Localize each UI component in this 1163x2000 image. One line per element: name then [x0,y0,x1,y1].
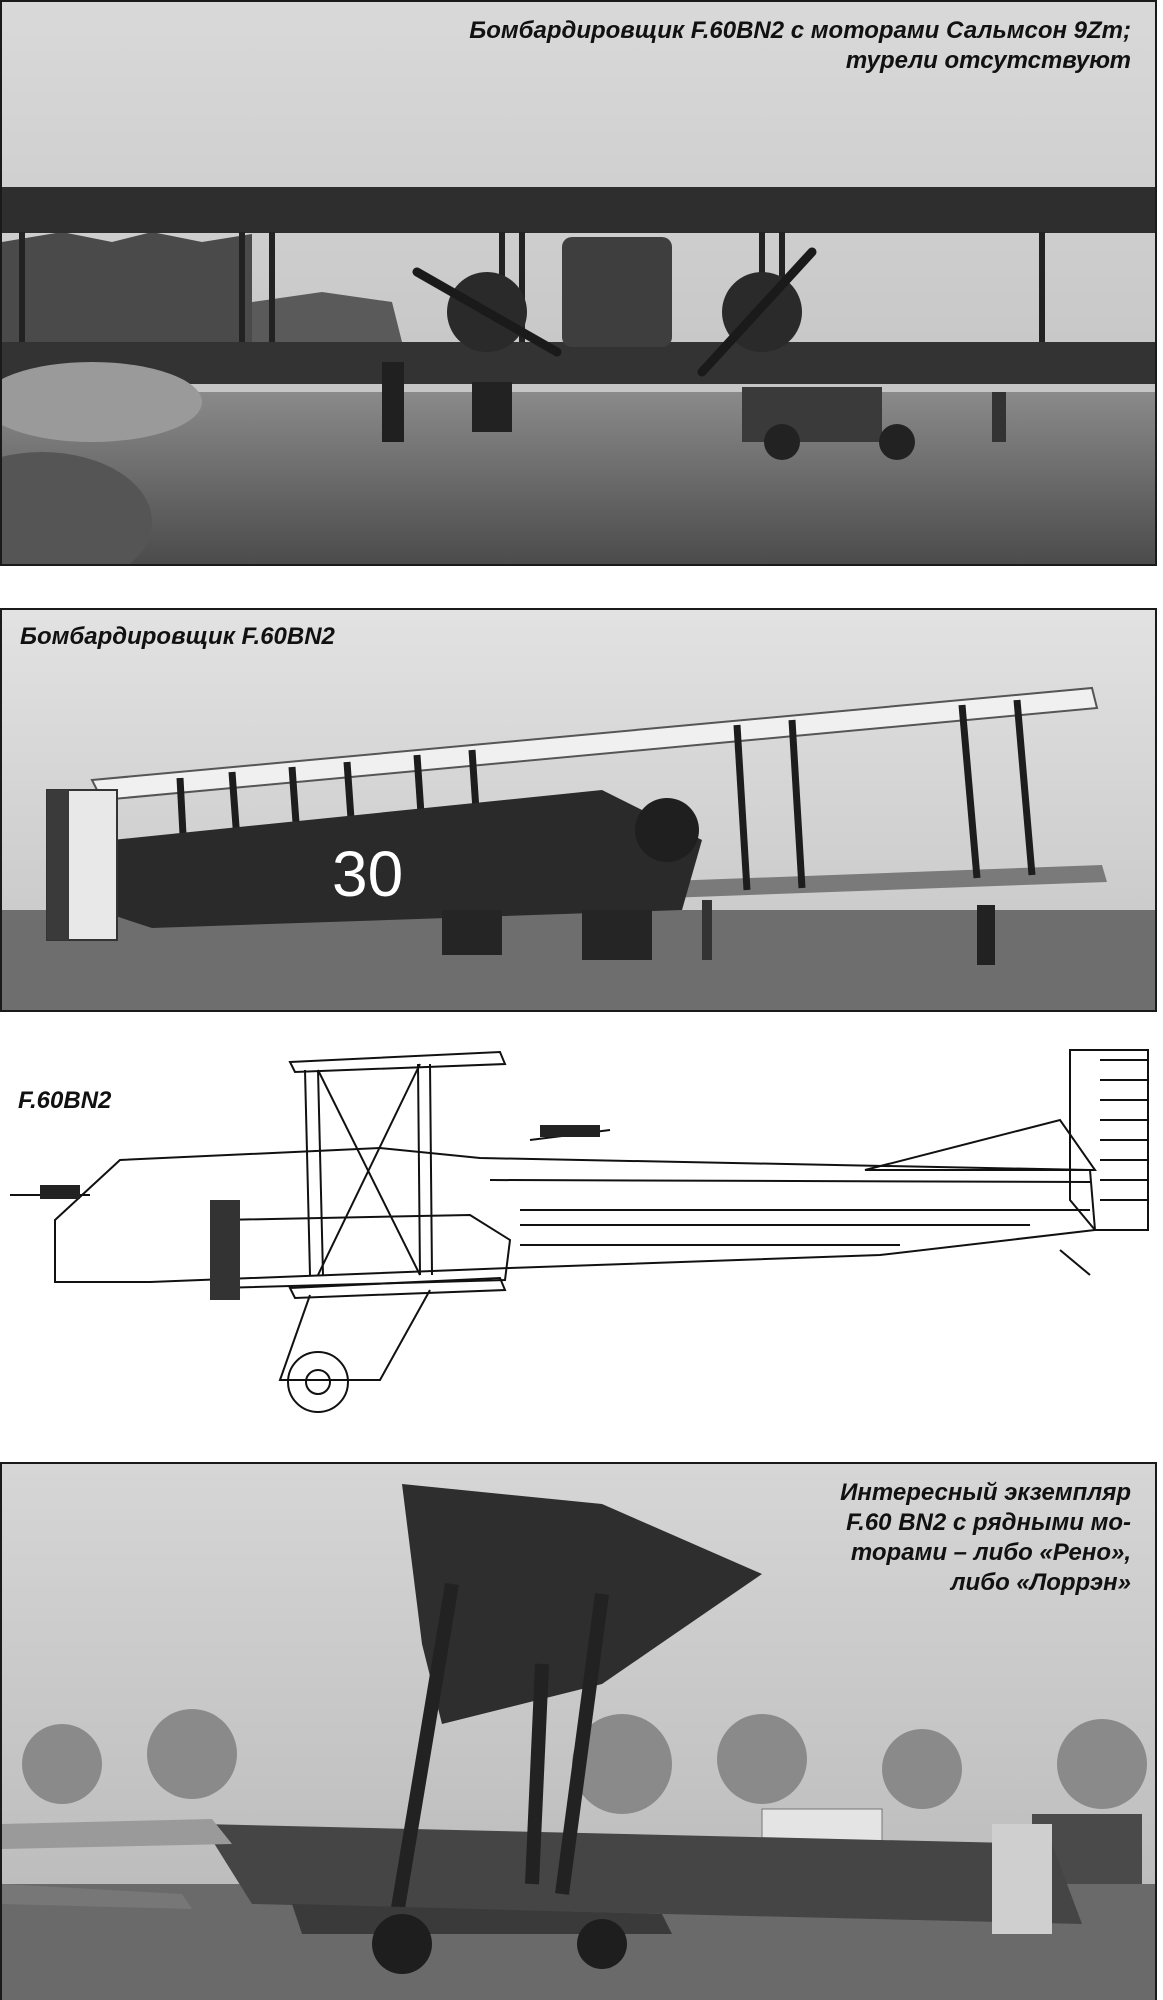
photo-front-view [0,0,1157,566]
drawing-label: F.60BN2 [18,1087,112,1114]
side-profile-drawing [0,1020,1163,1460]
caption-line: Интересный экземпляр [840,1479,1131,1506]
photo-side-view [0,608,1157,1012]
photo-inline-engines [0,1462,1157,2000]
photo-inline-caption [840,1478,1131,1598]
photo-side-caption: Бомбардировщик F.60BN2 [20,623,335,650]
photo-front-caption [469,16,1131,76]
caption-line: турели отсутствуют [845,47,1131,74]
fuselage-number: 30 [332,838,404,910]
drawing-image [0,1020,1163,1460]
photo-side-view-image [2,610,1157,1012]
photo-front-view-image [2,2,1157,566]
caption-line: Бомбардировщик F.60BN2 с моторами Сальмсон 9Zm; [469,17,1131,44]
caption-line: F.60 BN2 с рядными мо- [846,1509,1131,1536]
caption-line: либо «Лоррэн» [950,1569,1131,1596]
caption-line: торами – либо «Рено», [850,1539,1131,1566]
